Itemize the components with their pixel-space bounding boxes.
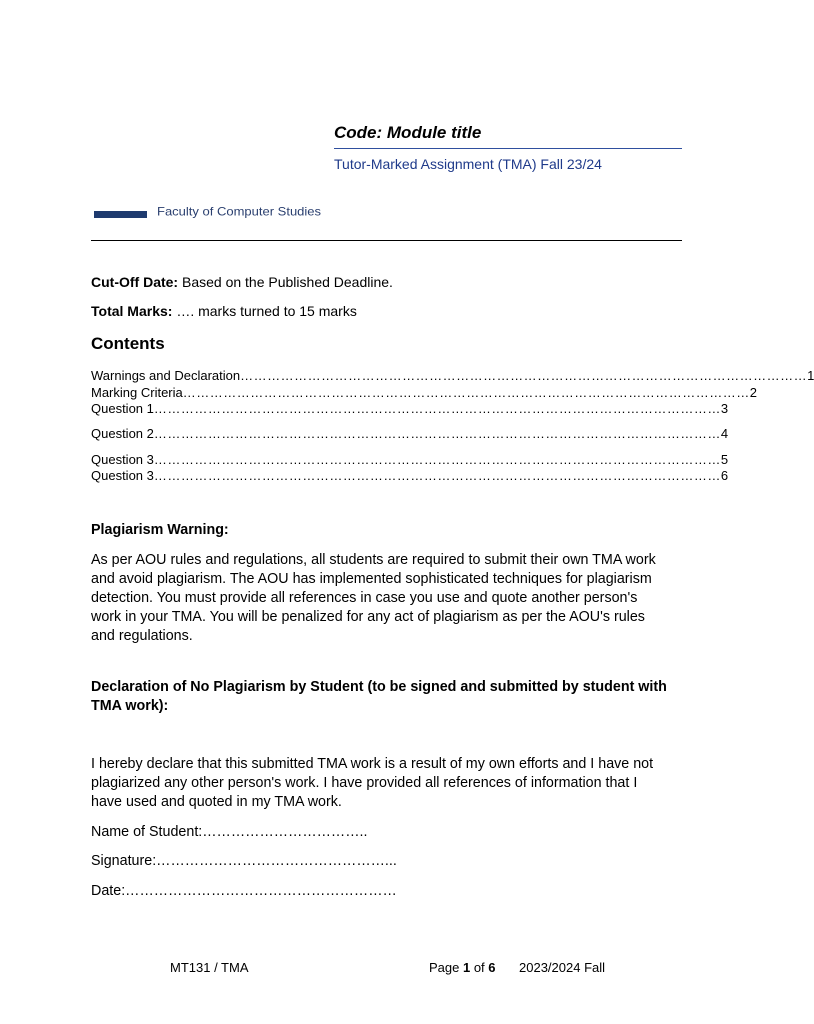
divider xyxy=(91,240,682,241)
total-marks xyxy=(91,303,357,319)
of-word: of xyxy=(470,960,489,975)
toc-entry[interactable] xyxy=(91,368,814,383)
date-field[interactable]: Date:………………………………………………… xyxy=(91,883,397,899)
toc-page: 6 xyxy=(720,468,729,483)
toc-leader: ……………………………………………………………………………………………………………… xyxy=(153,452,721,467)
university-logo xyxy=(94,211,147,218)
declaration-heading: Declaration of No Plagiarism by Student (to be signed and submitted by student with TMA work): xyxy=(91,679,667,714)
student-name-field[interactable]: Name of Student:…………………………….. xyxy=(91,824,368,840)
toc-page: 2 xyxy=(749,385,757,400)
toc-title: Question 1 xyxy=(91,401,154,416)
toc-page: 1 xyxy=(807,368,814,383)
footer-term: 2023/2024 Fall xyxy=(519,960,606,975)
toc-page: 4 xyxy=(720,426,729,441)
toc-title: Warnings and Declaration xyxy=(91,368,241,383)
plagiarism-heading: Plagiarism Warning: xyxy=(91,522,229,538)
cutoff-date xyxy=(91,274,393,290)
module-title: Module title xyxy=(382,123,482,142)
plagiarism-body: As per AOU rules and regulations, all students are required to submit their own TMA work and avoid plagiarism. The AOU has implemented sophisticated techniques for plagiarism detection. You must provide all references in case you use and quote another person's work in your TMA. You will be penalized for any act of plagiarism as per the AOU's rules and regulations. xyxy=(91,552,656,644)
toc-page: 5 xyxy=(720,452,729,467)
page-word: Page xyxy=(429,960,463,975)
toc-entry[interactable] xyxy=(91,401,729,416)
faculty-name: Faculty of Computer Studies xyxy=(157,204,322,219)
header-rule xyxy=(334,148,682,149)
toc-title: Question 3 xyxy=(91,468,154,483)
toc-title: Question 3 xyxy=(91,452,154,467)
assignment-subtitle: Tutor-Marked Assignment (TMA) Fall 23/24 xyxy=(334,156,602,172)
marks-label: Total Marks: xyxy=(91,303,173,319)
signature-field[interactable]: Signature:…………………………………………... xyxy=(91,853,397,869)
toc-leader: ……………………………………………………………………………………………………………… xyxy=(153,426,721,441)
toc-title: Question 2 xyxy=(91,426,154,441)
code-label: Code xyxy=(334,123,377,142)
toc-entry[interactable] xyxy=(91,385,757,400)
cutoff-value: Based on the Published Deadline. xyxy=(178,274,393,290)
declaration-body: I hereby declare that this submitted TMA work is a result of my own efforts and I have not plagiarized any other person's work. I have provided all references of information that I have used and quoted in my TMA work. xyxy=(91,756,654,810)
module-code-title xyxy=(334,123,481,143)
total-pages: 6 xyxy=(488,960,496,975)
footer-course: MT131 / TMA xyxy=(170,960,249,975)
toc-leader: ……………………………………………………………………………………………………………… xyxy=(240,368,808,383)
footer-page-number xyxy=(429,960,496,975)
toc-leader: ……………………………………………………………………………………………………………… xyxy=(153,401,721,416)
toc-page: 3 xyxy=(720,401,729,416)
toc-entry[interactable] xyxy=(91,452,729,467)
current-page: 1 xyxy=(462,960,471,975)
toc-leader: ……………………………………………………………………………………………………………… xyxy=(153,468,721,483)
toc-title: Marking Criteria xyxy=(91,385,183,400)
cutoff-label: Cut-Off Date: xyxy=(91,274,179,290)
toc-entry[interactable] xyxy=(91,468,729,483)
marks-value: …. marks turned to 15 marks xyxy=(172,303,357,319)
toc-leader: ……………………………………………………………………………………………………………… xyxy=(182,385,750,400)
code-colon: : xyxy=(376,123,383,142)
toc-entry[interactable] xyxy=(91,426,729,441)
contents-heading: Contents xyxy=(91,334,165,353)
